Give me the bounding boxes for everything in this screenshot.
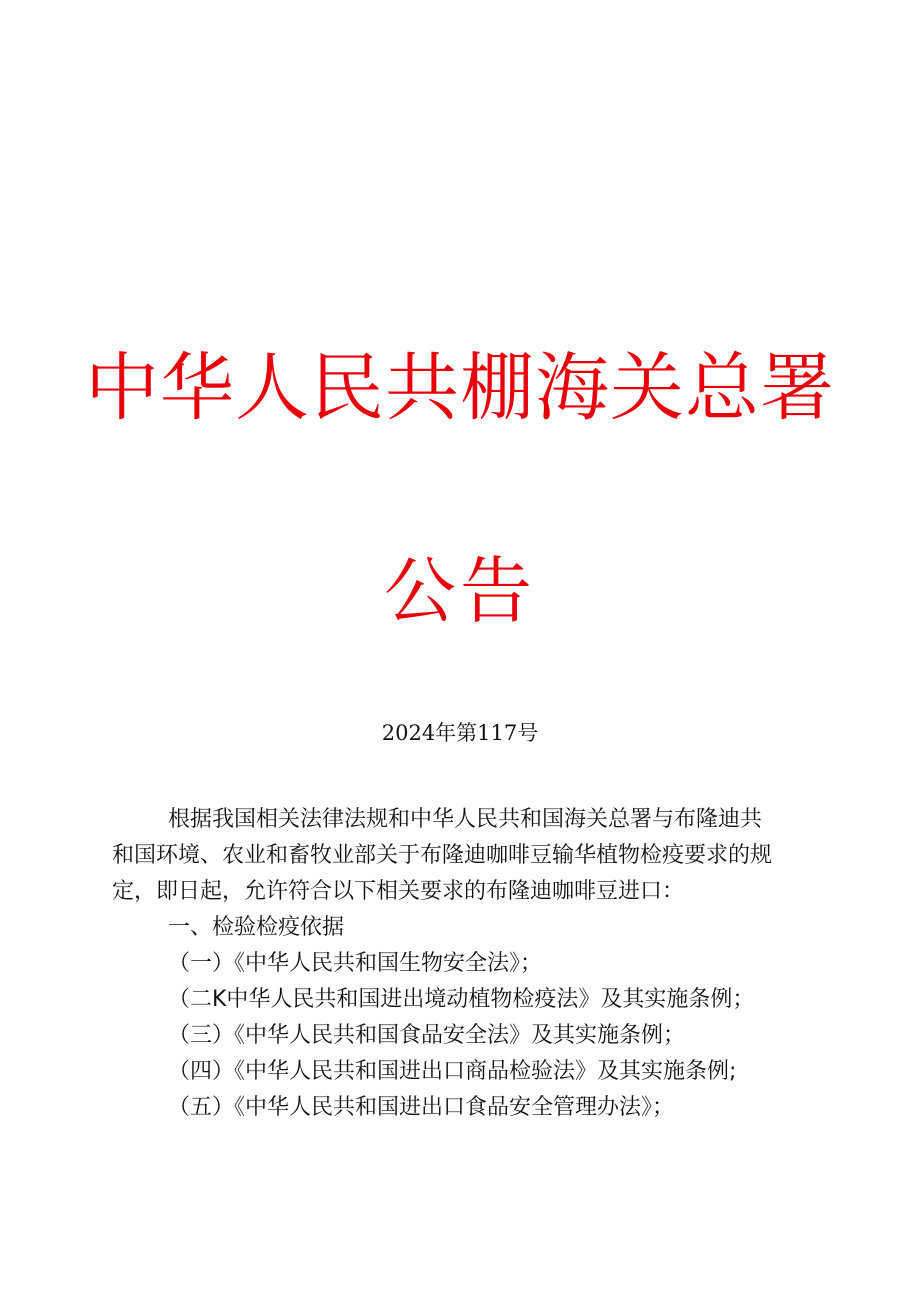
list-item: （五）《中华人民共和国进出口食品安全管理办法》；	[168, 1095, 675, 1120]
document-number: 2024年第117号	[381, 721, 539, 745]
list-item: （二K中华人民共和国进出境动植物检疫法》及其实施条例；	[168, 987, 755, 1012]
body-text	[112, 802, 810, 1126]
list-item: （三）《中华人民共和国食品安全法》及其实施条例；	[168, 1023, 686, 1048]
intro-line: 根据我国相关法律法规和中华人民共和国海关总署与布隆迪共	[168, 807, 763, 832]
agency-title: 中华人民共棚海关总署	[85, 345, 835, 431]
intro-line: 定，即日起，允许符合以下相关要求的布隆迪咖啡豆进口：	[112, 879, 685, 904]
intro-line: 和国环境、农业和畜牧业部关于布隆迪咖啡豆输华植物检疫要求的规	[112, 843, 773, 868]
list-item: （四）《中华人民共和国进出口商品检验法》及其实施条例;	[168, 1059, 737, 1084]
list-item: （一）《中华人民共和国生物安全法》；	[168, 951, 543, 976]
section-heading: 一、检验检疫依据	[168, 915, 345, 940]
announcement-title: 公告	[383, 549, 536, 633]
